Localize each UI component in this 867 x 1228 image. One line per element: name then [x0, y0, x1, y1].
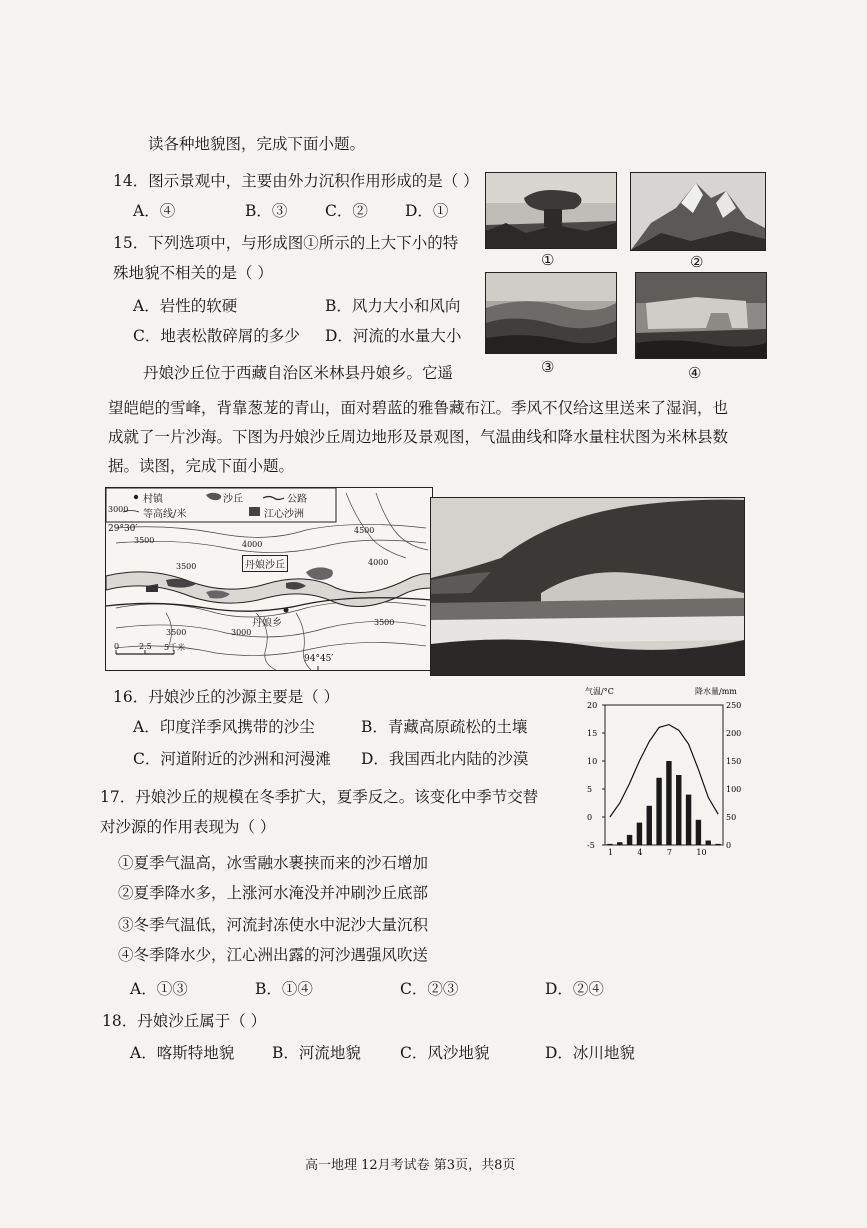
chart-left-tick: 5 [587, 785, 593, 794]
legend-road: 公路 [287, 494, 307, 505]
precipitation-bar [647, 806, 652, 845]
contour-label: 3000 [231, 628, 252, 637]
q15-stem-line1: 15．下列选项中，与形成图①所示的上大下小的特 [113, 234, 459, 252]
precipitation-bar [696, 820, 701, 845]
precipitation-bar [676, 775, 681, 845]
q16-option-c[interactable]: C．河道附近的沙洲和河漫滩 [133, 750, 331, 768]
chart-right-tick: 250 [726, 701, 742, 710]
q14-option-b[interactable]: B．③ [245, 202, 288, 220]
q17-stem-line2: 对沙源的作用表现为（ ） [100, 818, 276, 836]
photo-2-snow-peak [630, 172, 766, 251]
legend-sandbar: 江心沙洲 [264, 509, 304, 520]
passage-line-1: 丹娘沙丘位于西藏自治区米林县丹娘乡。它遥 [143, 364, 454, 382]
chart-ylabel-right: 降水量/mm [695, 687, 737, 696]
precipitation-bar [666, 761, 671, 845]
q18-option-c[interactable]: C．风沙地貌 [400, 1044, 490, 1062]
precipitation-bar [617, 842, 622, 845]
q17-item-4: ④冬季降水少，江心洲出露的河沙遇强风吹送 [118, 946, 429, 964]
q17-option-c[interactable]: C．②③ [400, 980, 459, 998]
q14-option-a[interactable]: A．④ [133, 202, 176, 220]
dune-label: 丹娘沙丘 [242, 555, 288, 572]
q16-option-a[interactable]: A．印度洋季风携带的沙尘 [133, 718, 315, 736]
chart-x-tick: 7 [666, 848, 673, 857]
q15-option-c[interactable]: C．地表松散碎屑的多少 [133, 327, 300, 345]
chart-ylabel-left: 气温/°C [585, 687, 614, 696]
chart-right-tick: 200 [726, 729, 742, 738]
legend-village: 村镇 [143, 494, 163, 505]
legend-dune: 沙丘 [223, 494, 243, 505]
q17-item-3: ③冬季气温低，河流封冻使水中泥沙大量沉积 [118, 916, 429, 934]
q18-option-d[interactable]: D．冰川地貌 [545, 1044, 635, 1062]
photo-3-sand-dunes [485, 272, 617, 354]
chart-left-tick: 10 [587, 757, 598, 766]
chart-left-tick: 15 [587, 729, 598, 738]
contour-label: 4500 [354, 526, 375, 535]
landscape-photo [430, 497, 745, 676]
precipitation-bar [607, 844, 612, 845]
contour-label: 3500 [374, 618, 395, 627]
precipitation-bar [627, 835, 632, 845]
contour-label: 3500 [134, 536, 155, 545]
climate-chart [585, 683, 745, 863]
contour-label: 3500 [166, 628, 187, 637]
chart-x-tick: 10 [696, 848, 707, 857]
passage-line-3: 成就了一片沙海。下图为丹娘沙丘周边地形及景观图，气温曲线和降水量柱状图为米林县数 [108, 428, 729, 446]
scale-mid: 2.5 [139, 642, 152, 651]
photo-4-label: ④ [688, 364, 702, 382]
latitude-label: 29°30′ [108, 524, 138, 534]
q14-option-d[interactable]: D．① [405, 202, 449, 220]
q14-option-c[interactable]: C．② [325, 202, 368, 220]
q17-option-a[interactable]: A．①③ [130, 980, 188, 998]
precipitation-bar [686, 795, 691, 845]
q16-option-d[interactable]: D．我国西北内陆的沙漠 [361, 750, 529, 768]
q15-stem-line2: 殊地貌不相关的是（ ） [113, 264, 273, 282]
q18-stem: 18．丹娘沙丘属于（ ） [102, 1012, 267, 1030]
section-intro: 读各种地貌图，完成下面小题。 [148, 135, 366, 153]
precipitation-bar [656, 778, 661, 845]
chart-left-tick: -5 [587, 841, 595, 850]
passage-line-4: 据。读图，完成下面小题。 [108, 457, 295, 475]
chart-left-tick: 20 [587, 701, 598, 710]
passage-line-2: 望皑皑的雪峰，背靠葱茏的青山，面对碧蓝的雅鲁藏布江。季风不仅给这里送来了湿润，也 [108, 399, 729, 417]
chart-right-tick: 50 [726, 813, 737, 822]
longitude-label: 94°45′ [304, 654, 334, 664]
precipitation-bar [706, 841, 711, 845]
q16-option-b[interactable]: B．青藏高原疏松的土壤 [361, 718, 528, 736]
q17-option-b[interactable]: B．①④ [255, 980, 313, 998]
photo-1-mushroom-rock [485, 172, 617, 249]
q17-stem-line1: 17．丹娘沙丘的规模在冬季扩大，夏季反之。该变化中季节交替 [100, 788, 539, 806]
contour-label: 4000 [368, 558, 389, 567]
q17-item-2: ②夏季降水多，上涨河水淹没并冲刷沙丘底部 [118, 884, 429, 902]
chart-right-tick: 150 [726, 757, 742, 766]
q14-stem: 14．图示景观中，主要由外力沉积作用形成的是（ ） [113, 172, 479, 190]
q15-option-b[interactable]: B．风力大小和风向 [325, 297, 461, 315]
page-footer: 高一地理 12月考试卷 第3页，共8页 [305, 1158, 516, 1173]
contour-label: 4000 [242, 540, 263, 549]
q15-option-d[interactable]: D．河流的水量大小 [325, 327, 462, 345]
photo-1-label: ① [541, 251, 555, 269]
scale-zero: 0 [114, 642, 120, 651]
q15-option-a[interactable]: A．岩性的软硬 [133, 297, 238, 315]
chart-x-tick: 1 [607, 848, 614, 857]
contour-label: 3500 [176, 562, 197, 571]
q18-option-b[interactable]: B．河流地貌 [272, 1044, 361, 1062]
topographic-map [105, 487, 433, 671]
chart-x-tick: 4 [637, 848, 643, 857]
legend-contour-value: 3000 [108, 505, 129, 514]
precipitation-bar [637, 823, 642, 845]
q18-option-a[interactable]: A．喀斯特地貌 [130, 1044, 235, 1062]
chart-left-tick: 0 [587, 813, 593, 822]
photo-2-label: ② [690, 253, 704, 271]
q17-option-d[interactable]: D．②④ [545, 980, 604, 998]
photo-3-label: ③ [541, 358, 555, 376]
scale-end: 5千米 [164, 643, 186, 652]
chart-right-tick: 0 [726, 841, 732, 850]
legend-contour: 等高线/米 [143, 509, 187, 520]
photo-4-coastal-arch [635, 272, 767, 359]
q17-item-1: ①夏季气温高，冰雪融水裹挟而来的沙石增加 [118, 854, 429, 872]
temperature-line [610, 725, 718, 817]
precipitation-bar [715, 844, 720, 845]
chart-right-tick: 100 [726, 785, 742, 794]
town-label: 丹娘乡 [252, 618, 282, 629]
q16-stem: 16．丹娘沙丘的沙源主要是（ ） [113, 688, 340, 706]
